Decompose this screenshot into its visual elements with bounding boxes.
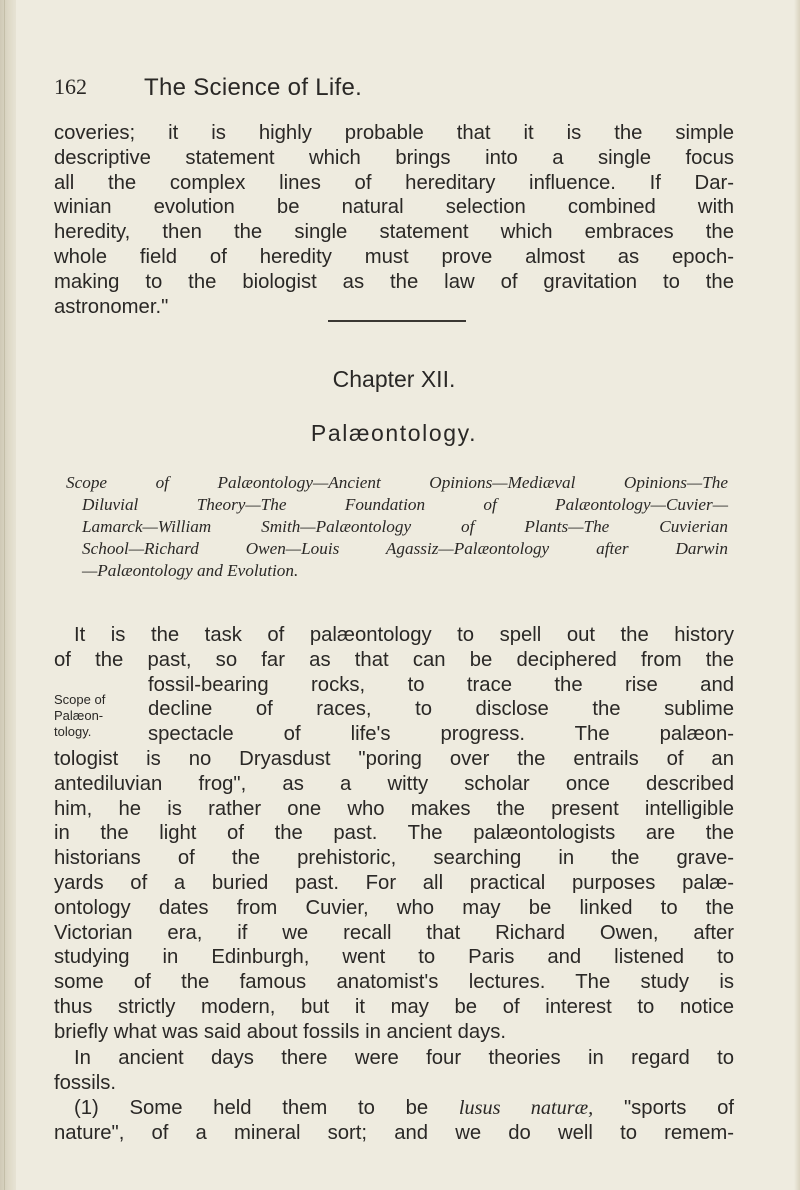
paragraph-theory-one: [54, 1096, 734, 1146]
text-line: astronomer.": [54, 295, 169, 318]
text-line: yards of a buried past. For all practical purposes palæ-: [54, 871, 734, 894]
binding-line: [4, 0, 5, 1190]
text-line: briefly what was said about fossils in ancient days.: [54, 1020, 507, 1043]
page-number: 162: [54, 74, 87, 99]
text-line: nature", of a mineral sort; and we do well to remem-: [54, 1121, 734, 1144]
text-line: Victorian era, if we recall that Richard Owen, after: [54, 921, 734, 944]
text-line: [54, 1096, 734, 1121]
synopsis-line: Lamarck—William Smith—Palæontology of Plants—The Cuvierian: [82, 517, 728, 536]
margin-note-line: Palæon-: [54, 708, 104, 723]
text-line: some of the famous anatomist's lectures. The study is: [54, 971, 734, 994]
text-line: ontology dates from Cuvier, who may be linked to the: [54, 896, 734, 919]
paragraph-intro: [54, 623, 734, 1045]
text-line: decline of races, to disclose the sublime: [148, 698, 734, 721]
chapter-synopsis: [66, 472, 728, 582]
text-line: In ancient days there were four theories in regard to: [74, 1047, 734, 1069]
text-line: studying in Edinburgh, went to Paris and listened to: [54, 946, 734, 969]
text-run: "sports of: [623, 1097, 735, 1119]
text-run: Some held them to be: [129, 1097, 429, 1119]
margin-note-line: Scope of: [54, 692, 106, 707]
running-title: The Science of Life.: [144, 74, 363, 101]
text-line: coveries; it is highly probable that it is the simple: [54, 122, 734, 144]
text-line: of the past, so far as that can be deciphered from the: [54, 648, 734, 671]
text-line: fossils.: [54, 1071, 116, 1094]
page-edge-shadow: [794, 0, 800, 1190]
text-line: whole field of heredity must prove almost as epoch-: [54, 245, 734, 268]
section-divider: [328, 320, 466, 322]
paragraph-theories: [54, 1046, 734, 1096]
text-line: making to the biologist as the law of gravitation to the: [54, 270, 734, 293]
synopsis-line: Scope of Palæontology—Ancient Opinions—Mediæval Opinions—The: [66, 473, 728, 492]
paragraph-continued: [54, 121, 734, 319]
text-line: in the light of the past. The palæontologists are the: [54, 822, 734, 845]
synopsis-line: Diluvial Theory—The Foundation of Palæontology—Cuvier—: [82, 495, 728, 514]
binding-gutter: [0, 0, 16, 1190]
text-line: spectacle of life's progress. The palæon-: [148, 723, 734, 746]
text-line: thus strictly modern, but it may be of interest to notice: [54, 995, 734, 1018]
text-line: all the complex lines of hereditary influence. If Dar-: [54, 171, 734, 194]
margin-note-line: tology.: [54, 724, 92, 739]
text-line: him, he is rather one who makes the present intelligible: [54, 797, 734, 820]
synopsis-line: —Palæontology and Evolution.: [82, 561, 299, 580]
text-line: fossil-bearing rocks, to trace the rise and: [148, 673, 734, 696]
latin-phrase: lusus naturæ,: [458, 1097, 594, 1119]
text-line: historians of the prehistoric, searching in the grave-: [54, 847, 734, 870]
list-number: (1): [74, 1097, 99, 1119]
running-head: [54, 74, 734, 108]
chapter-number: Chapter XII.: [332, 366, 456, 392]
text-line: antediluvian frog", as a witty scholar once described: [54, 772, 734, 795]
text-line: heredity, then the single statement which embraces the: [54, 221, 734, 244]
text-line: tologist is no Dryasdust "poring over the entrails of an: [54, 747, 734, 770]
text-line: winian evolution be natural selection combined with: [54, 196, 734, 219]
chapter-title: Palæontology.: [310, 420, 478, 446]
synopsis-line: School—Richard Owen—Louis Agassiz—Palæontology after Darwin: [82, 539, 728, 558]
text-line: descriptive statement which brings into a single focus: [54, 146, 734, 169]
text-line: It is the task of palæontology to spell out the history: [74, 624, 734, 646]
